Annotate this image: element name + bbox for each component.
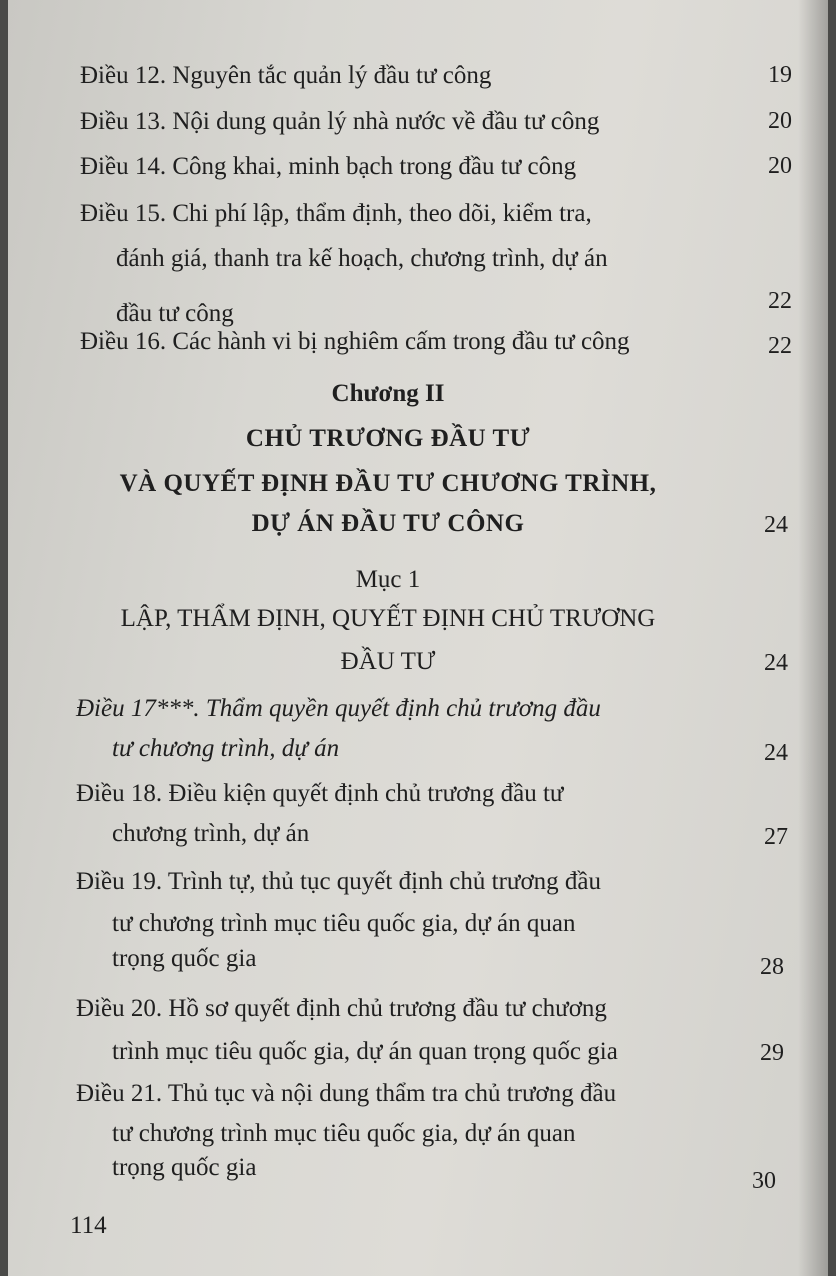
toc-entry-15-line1: Điều 15. Chi phí lập, thẩm định, theo dõi, kiểm tra, (80, 200, 592, 227)
toc-page-20: 29 (760, 1040, 784, 1066)
toc-entry-18-line1: Điều 18. Điều kiện quyết định chủ trương đầu tư (76, 780, 564, 807)
page-edge-shadow (798, 0, 828, 1276)
toc-entry-15-line3: đầu tư công (116, 300, 234, 327)
chapter-title-line1: CHỦ TRƯƠNG ĐẦU TƯ (245, 425, 531, 452)
toc-entry-17-line2: tư chương trình, dự án (112, 735, 340, 762)
chapter-page: 24 (764, 512, 788, 538)
chapter-title-line3: DỰ ÁN ĐẦU TƯ CÔNG (251, 510, 525, 537)
toc-entry-21-line2: tư chương trình mục tiêu quốc gia, dự án quan (112, 1120, 576, 1147)
book-page (8, 0, 828, 1276)
toc-page-14: 20 (768, 153, 792, 179)
toc-entry-15-line2: đánh giá, thanh tra kế hoạch, chương trình, dự án (116, 245, 608, 272)
toc-entry-19-line1: Điều 19. Trình tự, thủ tục quyết định chủ trương đầu (76, 868, 602, 895)
toc-entry-13: Điều 13. Nội dung quản lý nhà nước về đầu tư công (80, 108, 600, 135)
toc-entry-21-line3: trọng quốc gia (112, 1154, 257, 1181)
section-title-line1: LẬP, THẨM ĐỊNH, QUYẾT ĐỊNH CHỦ TRƯƠNG (120, 605, 656, 632)
section-label: Mục 1 (355, 566, 421, 593)
toc-page-18: 27 (764, 824, 788, 850)
toc-page-21: 30 (752, 1168, 776, 1194)
toc-entry-19-line3: trọng quốc gia (112, 945, 257, 972)
toc-entry-16: Điều 16. Các hành vi bị nghiêm cấm trong đầu tư công (80, 328, 630, 355)
chapter-title-line2: VÀ QUYẾT ĐỊNH ĐẦU TƯ CHƯƠNG TRÌNH, (119, 470, 657, 497)
toc-page-17: 24 (764, 740, 788, 766)
page-number: 114 (70, 1212, 107, 1239)
section-title-line2: ĐẦU TƯ (340, 648, 436, 675)
toc-entry-12: Điều 12. Nguyên tắc quản lý đầu tư công (80, 62, 492, 89)
toc-page-16: 22 (768, 333, 792, 359)
toc-entry-21-line1: Điều 21. Thủ tục và nội dung thẩm tra chủ trương đầu (76, 1080, 617, 1107)
section-page: 24 (764, 650, 788, 676)
toc-entry-14: Điều 14. Công khai, minh bạch trong đầu tư công (80, 153, 577, 180)
toc-entry-17-line1: Điều 17***. Thẩm quyền quyết định chủ trương đầu (76, 695, 601, 722)
toc-entry-19-line2: tư chương trình mục tiêu quốc gia, dự án quan (112, 910, 576, 937)
toc-page-19: 28 (760, 954, 784, 980)
toc-entry-20-line1: Điều 20. Hồ sơ quyết định chủ trương đầu tư chương (76, 995, 607, 1022)
toc-page-12: 19 (768, 62, 792, 88)
chapter-label: Chương II (331, 380, 445, 407)
toc-entry-18-line2: chương trình, dự án (112, 820, 310, 847)
toc-entry-20-line2: trình mục tiêu quốc gia, dự án quan trọng quốc gia (112, 1038, 618, 1065)
toc-page-15: 22 (768, 288, 792, 314)
toc-page-13: 20 (768, 108, 792, 134)
